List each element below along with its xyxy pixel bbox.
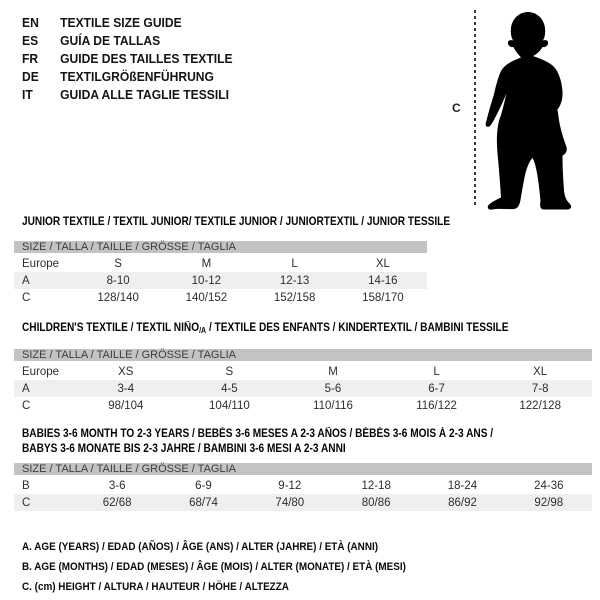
size-header-row (14, 349, 592, 363)
size-cell: L (291, 257, 298, 270)
size-header-bar: SIZE / TALLA / TAILLE / GRÖSSE / TAGLIA (14, 241, 427, 255)
baby-silhouette-image (478, 6, 596, 212)
size-cell: L (433, 365, 440, 378)
section-title-subscript: /A (199, 326, 207, 335)
language-title: TEXTILGRÖßENFÜHRUNG (60, 68, 214, 84)
size-cell: 80/86 (333, 494, 419, 511)
section-title-children (22, 322, 524, 337)
height-measure-dashed-line (474, 10, 476, 207)
language-code: DE (22, 68, 39, 84)
size-cell: XS (118, 365, 134, 378)
size-header-row (14, 463, 592, 477)
section-title-text: / TEXTILE DES ENFANTS / KINDERTEXTIL / BAMBINI TESSILE (206, 322, 509, 334)
footnote-a: A. AGE (YEARS) / EDAD (AÑOS) / ÂGE (ANS) / ALTER (JAHRE) / ETÀ (ANNI) (22, 541, 379, 553)
language-row-de (22, 67, 233, 85)
size-table-babies (14, 463, 592, 511)
size-cell: XL (533, 365, 548, 378)
section-title-junior: JUNIOR TEXTILE / TEXTIL JUNIOR/ TEXTILE JUNIOR / JUNIORTEXTIL / JUNIOR TESSILE (22, 216, 451, 228)
size-cell: 10-12 (162, 272, 250, 289)
size-cell: 158/170 (362, 291, 404, 304)
size-cell: 8-10 (74, 272, 162, 289)
size-header-bar: SIZE / TALLA / TAILLE / GRÖSSE / TAGLIA (14, 463, 592, 477)
size-cell: 6-9 (195, 479, 212, 492)
language-title: GUIDE DES TAILLES TEXTILE (60, 50, 233, 66)
size-cell: 18-24 (447, 479, 478, 492)
language-title: GUÍA DE TALLAS (60, 32, 161, 48)
footnote-c: C. (cm) HEIGHT / ALTURA / HAUTEUR / HÖHE / ALTEZZA (22, 581, 289, 593)
size-cell: 12-18 (361, 479, 391, 492)
size-cell: 128/140 (97, 291, 139, 304)
section-title-text: CHILDREN'S TEXTILE / TEXTIL NIÑO (22, 322, 200, 334)
language-code: EN (22, 14, 39, 30)
size-cell: S (225, 365, 234, 378)
size-cell: 9-12 (278, 479, 302, 492)
section-title-babies-line1: BABIES 3-6 MONTH TO 2-3 YEARS / BEBÉS 3-6 MESES A 2-3 AÑOS / BÉBÉS 3-6 MOIS À 2-3 ANS / (22, 428, 494, 440)
language-code: FR (22, 50, 39, 66)
row-label: A (14, 272, 74, 289)
language-row-es (22, 31, 233, 49)
section-title-babies-line2: BABYS 3-6 MONATE BIS 2-3 JAHRE / BAMBINI 3-6 MESI A 2-3 ANNI (22, 443, 346, 455)
height-measure-label: C (452, 101, 461, 115)
size-cell: 5-6 (281, 380, 385, 397)
language-title: GUIDA ALLE TAGLIE TESSILI (60, 86, 229, 102)
size-cell: 24-36 (534, 479, 564, 492)
table-row (14, 494, 592, 511)
language-row-it (22, 85, 233, 103)
row-label: B (22, 479, 30, 492)
size-header-bar: SIZE / TALLA / TAILLE / GRÖSSE / TAGLIA (14, 349, 592, 363)
size-cell: 6-7 (385, 380, 489, 397)
table-row (14, 363, 592, 380)
size-table-children (14, 349, 592, 414)
size-cell: XL (375, 257, 390, 270)
size-cell: 98/104 (108, 399, 144, 412)
language-list (22, 13, 248, 103)
size-table-junior (14, 241, 427, 306)
size-cell: 110/116 (313, 399, 353, 412)
footnotes (22, 537, 592, 597)
size-cell: M (328, 365, 338, 378)
size-cell: 74/80 (247, 494, 333, 511)
size-cell: 116/122 (416, 399, 457, 412)
language-row-en (22, 13, 233, 31)
row-label: Europe (22, 365, 60, 378)
size-cell: 104/110 (209, 399, 250, 412)
footnote-b: B. AGE (MONTHS) / EDAD (MESES) / ÂGE (MOIS) / ALTER (MONATE) / ETÀ (MESI) (22, 561, 406, 573)
size-cell: 68/74 (160, 494, 246, 511)
size-cell: 140/152 (185, 291, 228, 304)
size-cell: 3-6 (108, 479, 126, 492)
size-cell: 86/92 (419, 494, 505, 511)
size-cell: S (114, 257, 122, 270)
language-code: IT (22, 86, 33, 102)
size-cell: M (201, 257, 212, 270)
row-label: Europe (22, 257, 60, 270)
size-cell: 7-8 (488, 380, 592, 397)
size-cell: 152/158 (273, 291, 316, 304)
language-row-fr (22, 49, 233, 67)
language-code: ES (22, 32, 39, 48)
table-row (14, 380, 592, 397)
size-cell: 3-4 (74, 380, 178, 397)
row-label: C (22, 291, 31, 304)
table-row (14, 289, 427, 306)
size-cell: 92/98 (506, 494, 592, 511)
size-cell: 12-13 (251, 272, 339, 289)
size-cell: 62/68 (74, 494, 160, 511)
table-row (14, 397, 592, 414)
language-title: TEXTILE SIZE GUIDE (60, 14, 182, 30)
size-cell: 14-16 (339, 272, 427, 289)
row-label: C (14, 494, 74, 511)
size-header-row (14, 241, 427, 255)
size-tables (14, 216, 592, 597)
size-cell: 4-5 (178, 380, 282, 397)
size-cell: 122/128 (519, 399, 561, 412)
row-label: C (22, 399, 31, 412)
table-row (14, 272, 427, 289)
table-row (14, 477, 592, 494)
table-row (14, 255, 427, 272)
row-label: A (14, 380, 74, 397)
